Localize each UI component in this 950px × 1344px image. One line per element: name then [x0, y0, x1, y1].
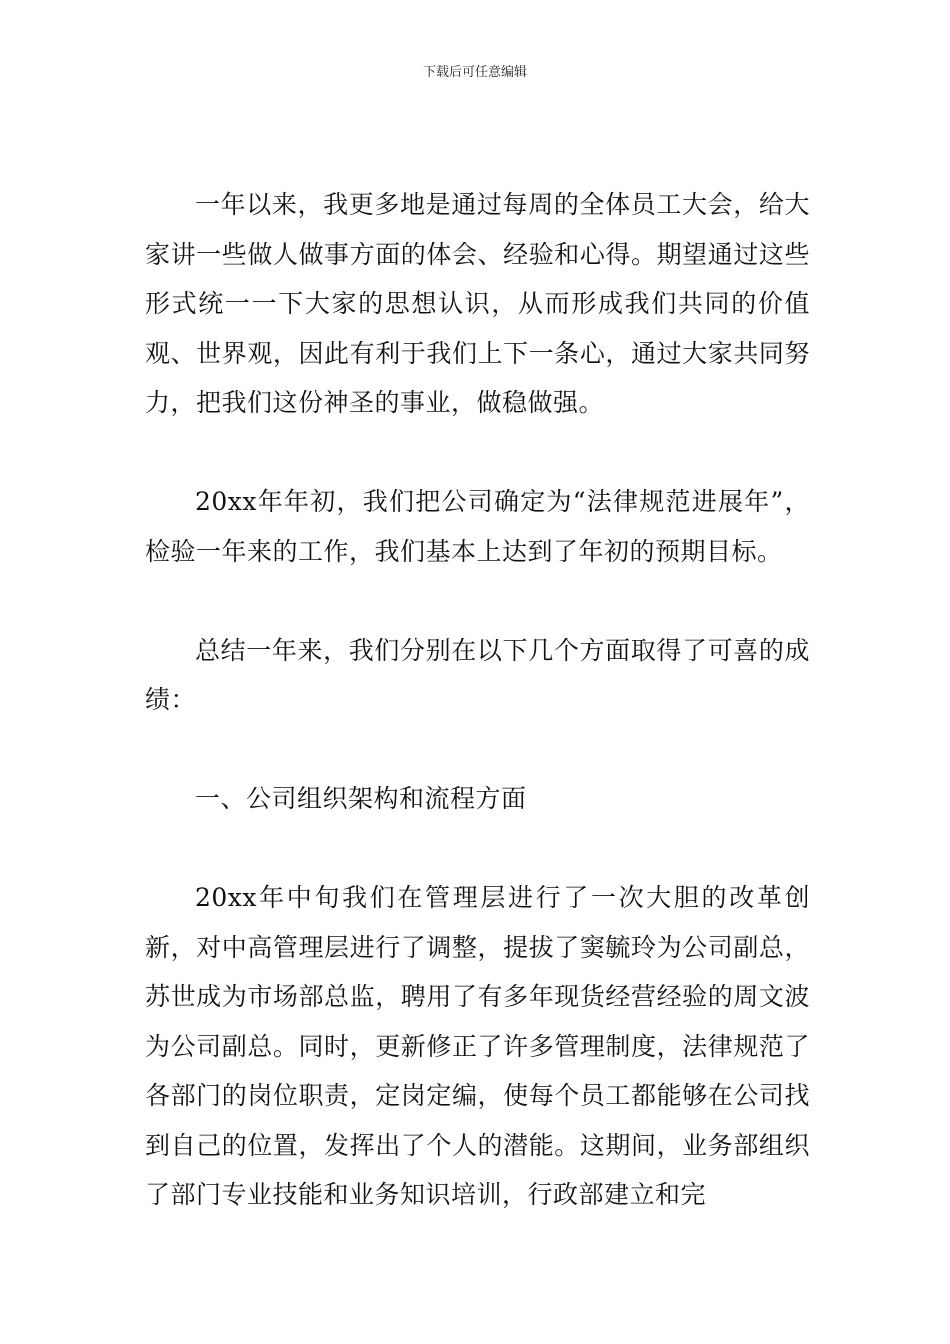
section-heading-organization: 一、公司组织架构和流程方面 — [195, 784, 527, 813]
paragraph-achievements-intro: 总结一年来，我们分别在以下几个方面取得了可喜的成绩： — [145, 635, 810, 714]
paragraph-year-theme: 20xx年年初，我们把公司确定为“法律规范进展年”，检验一年来的工作，我们基本上达到了年初的预期目标。 — [145, 487, 810, 566]
document-body — [145, 180, 810, 1220]
paragraph-annual-meetings: 一年以来，我更多地是通过每周的全体员工大会，给大家讲一些做人做事方面的体会、经验和心得。期望通过这些形式统一一下大家的思想认识，从而形成我们共同的价值观、世界观，因此有利于我们上下一条心，通过大家共同努力，把我们这份神圣的事业，做稳做强。 — [145, 190, 810, 417]
page-header-note: 下载后可任意编辑 — [422, 65, 527, 80]
paragraph-management-reform: 20xx年中旬我们在管理层进行了一次大胆的改革创新，对中高管理层进行了调整，提拔了窦毓玲为公司副总，苏世成为市场部总监，聘用了有多年现货经营经验的周文波为公司副总。同时，更新修正了许多管理制度，法律规范了各部门的岗位职责，定岗定编，使每个员工都能够在公司找到自己的位置，发挥出了个人的潜能。这期间，业务部组织了部门专业技能和业务知识培训，行政部建立和完 — [145, 883, 810, 1209]
